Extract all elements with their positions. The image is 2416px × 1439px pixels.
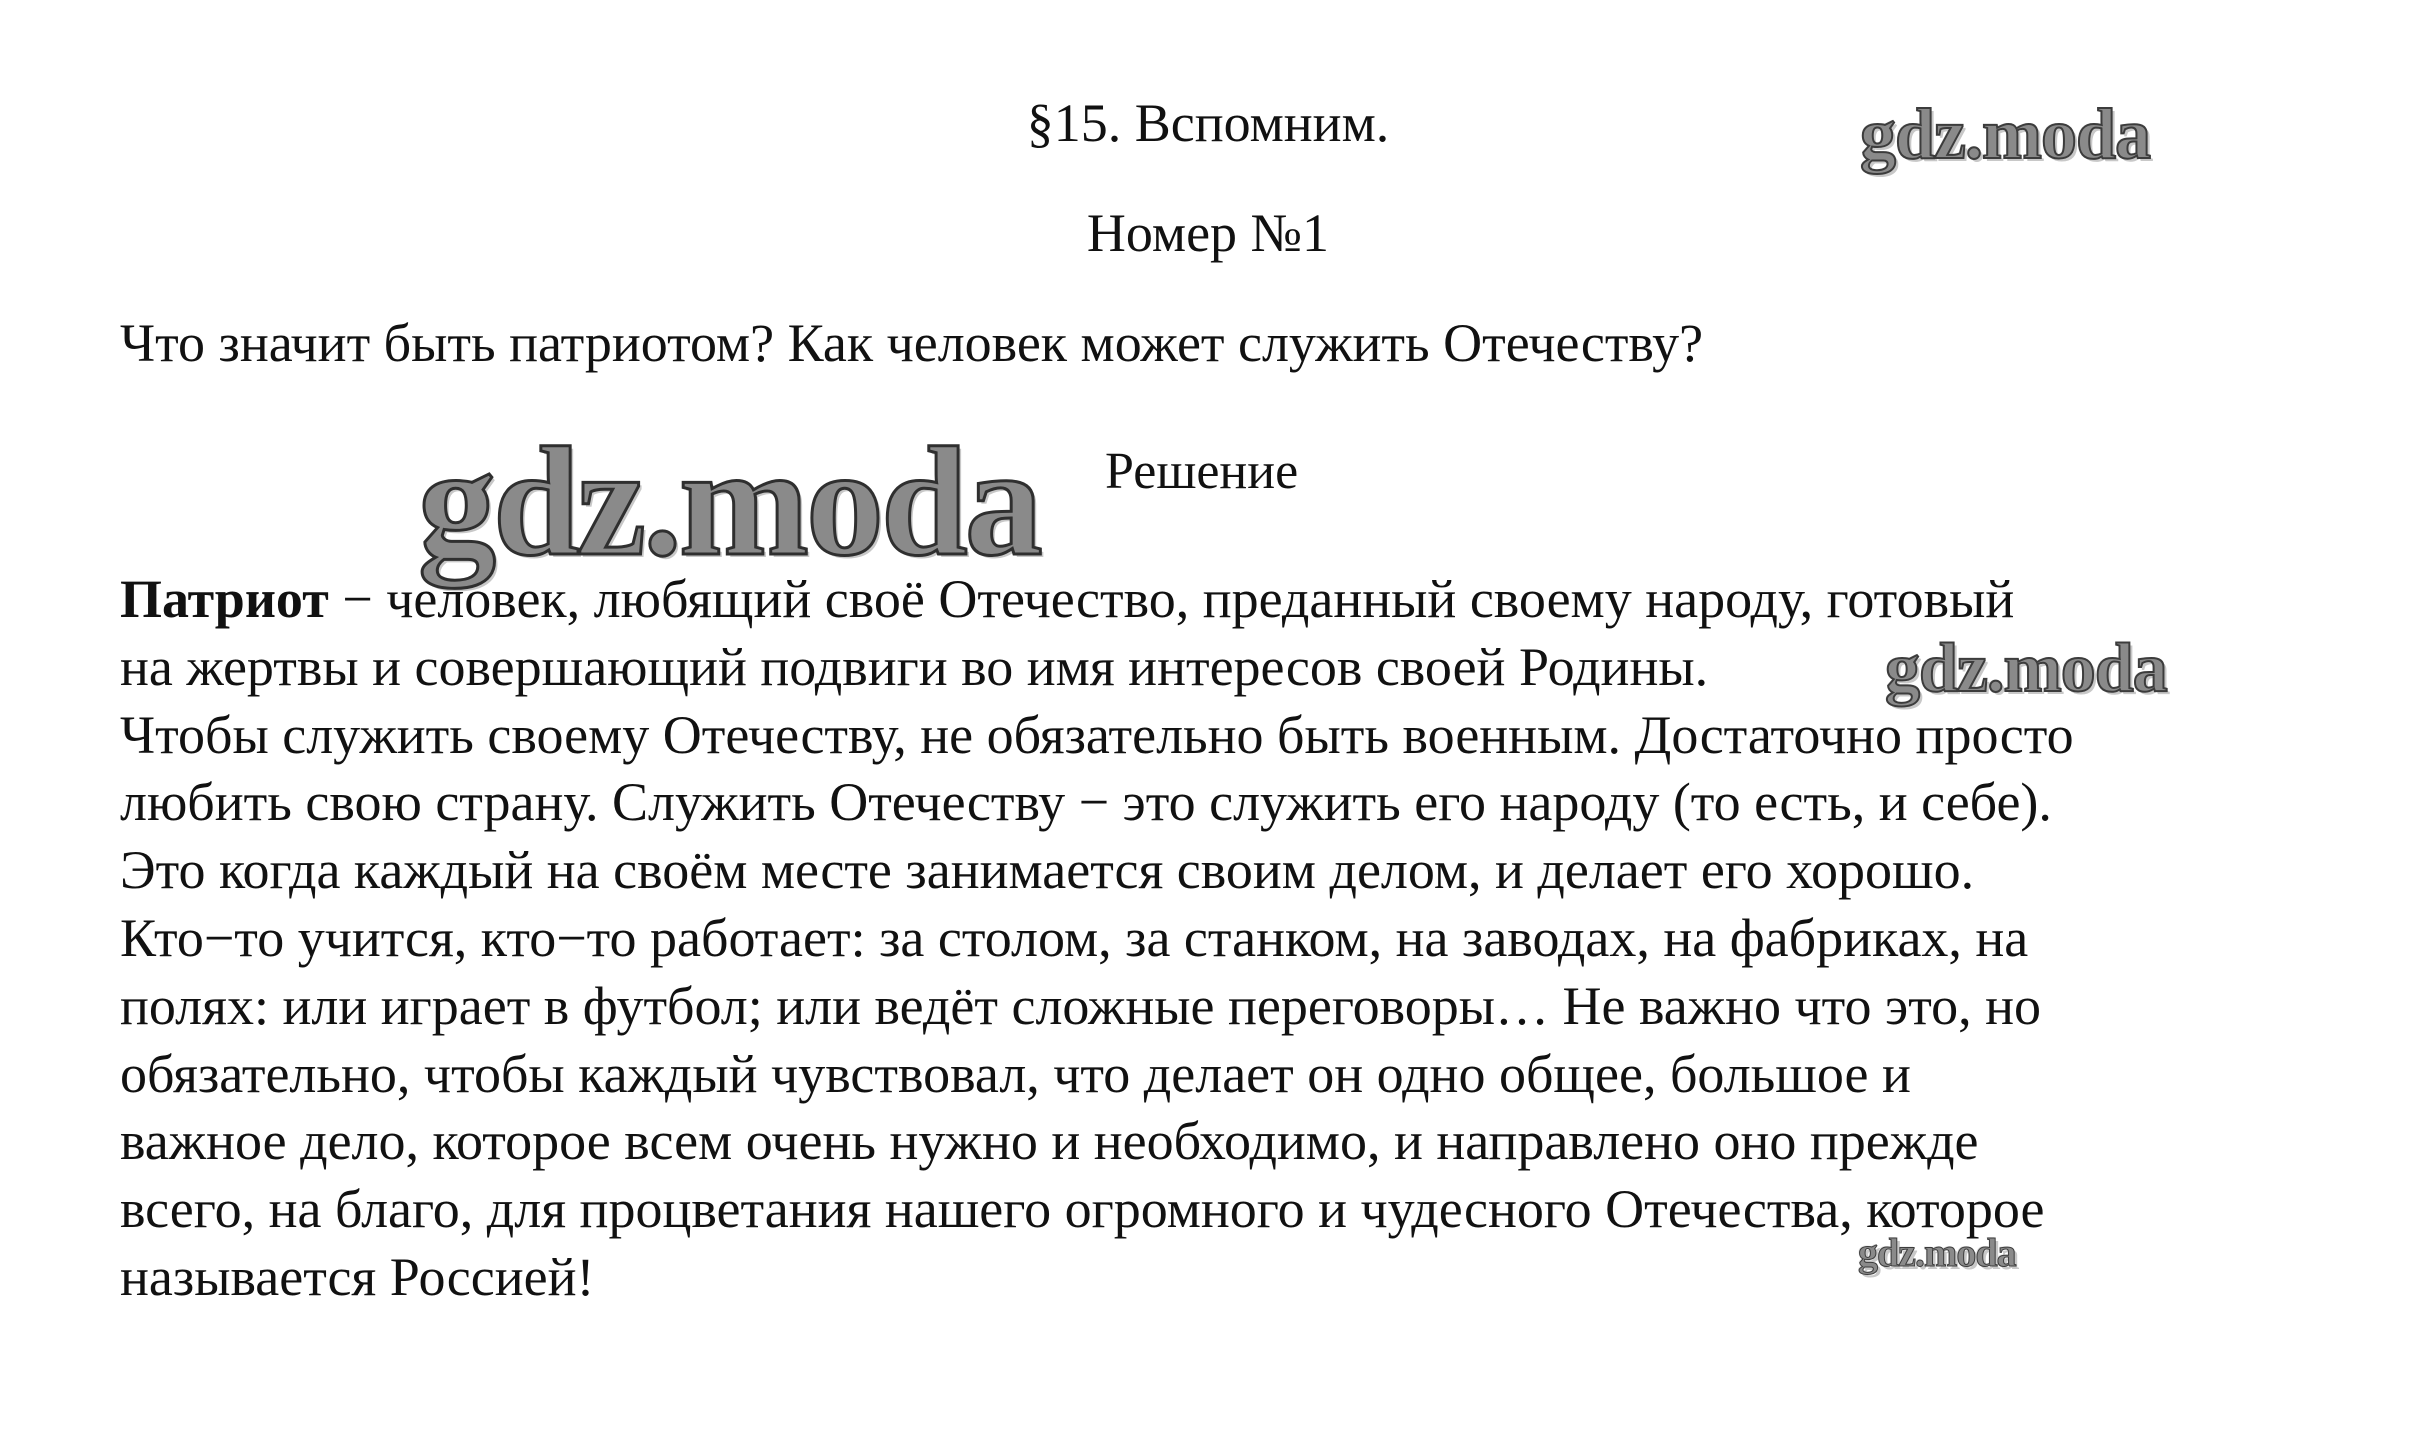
answer-line: важное дело, которое всем очень нужно и необходимо, и направлено оно прежде [120, 1111, 1979, 1172]
solution-label: Решение [1105, 443, 1299, 500]
answer-line: на жертвы и совершающий подвиги во имя интересов своей Родины. [120, 636, 1709, 697]
question-text: Что значит быть патриотом? Как человек может служить Отечеству? [120, 313, 1704, 373]
answer-term: Патриот [120, 569, 329, 629]
answer-line: Кто−то учится, кто−то работает: за столом, за станком, на заводах, на фабриках, на [120, 907, 2029, 968]
answer-line: называется Россией! [120, 1246, 595, 1307]
answer-line: любить свою страну. Служить Отечеству − это служить его народу (то есть, и себе). [120, 772, 2052, 833]
answer-line: Это когда каждый на своём месте занимается своим делом, и делает его хорошо. [120, 840, 1975, 901]
answer-line: обязательно, чтобы каждый чувствовал, что делает он одно общее, большое и [120, 1043, 1911, 1104]
answer-line: полях: или играет в футбол; или ведёт сложные переговоры… Не важно что это, но [120, 975, 2041, 1036]
watermark-logo-bottom: gdz.moda [1858, 1230, 2016, 1275]
answer-line-text: − человек, любящий своё Отечество, преданный своему народу, готовый [328, 569, 2015, 629]
watermark-logo-large: gdz.moda [418, 415, 1040, 588]
answer-line: Чтобы служить своему Отечеству, не обязательно быть военным. Достаточно просто [120, 704, 2074, 765]
answer-line: всего, на благо, для процветания нашего огромного и чудесного Отечества, которое [120, 1179, 2045, 1240]
watermark-logo-top: gdz.moda [1860, 94, 2151, 174]
section-title: §15. Вспомним. [1026, 93, 1390, 153]
exercise-number-title: Номер №1 [1086, 203, 1330, 263]
watermark-logo-inline: gdz.moda [1885, 630, 2167, 707]
